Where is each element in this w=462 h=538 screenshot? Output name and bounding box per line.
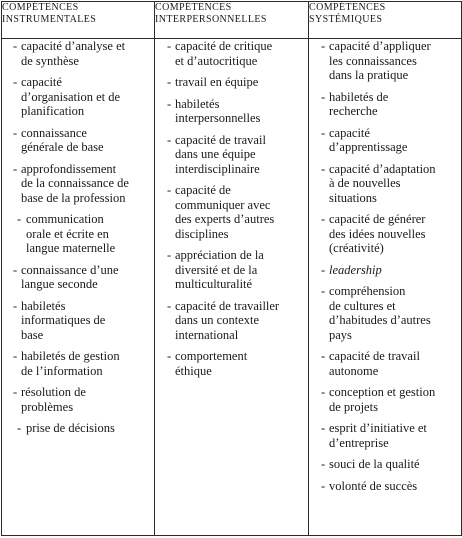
competence-item-line: multiculturalité bbox=[175, 277, 253, 291]
column-interpersonnelles bbox=[155, 39, 309, 536]
competence-item-line: pays bbox=[329, 327, 352, 342]
competence-item bbox=[309, 212, 461, 256]
competence-item-line: - leadership bbox=[329, 262, 382, 277]
competence-item-line: de l’information bbox=[21, 363, 103, 378]
competence-item-line: de cultures et bbox=[329, 298, 396, 313]
competence-item bbox=[155, 248, 308, 292]
competence-item-line: de projets bbox=[329, 399, 378, 414]
competence-item-line: dans une équipe bbox=[175, 147, 256, 161]
competence-item bbox=[309, 126, 461, 155]
competence-item-line: disciplines bbox=[175, 226, 229, 241]
competence-item bbox=[155, 349, 308, 378]
column-systemiques bbox=[309, 39, 462, 536]
competence-item bbox=[155, 133, 308, 177]
competence-item-line: - capacité d’analyse et bbox=[21, 39, 126, 53]
competence-item-line: base de la profession bbox=[21, 190, 126, 205]
competence-item-line: international bbox=[175, 327, 239, 342]
competence-item-line: (créativité) bbox=[329, 241, 384, 255]
header-instrumentales bbox=[2, 2, 155, 39]
competence-item bbox=[155, 39, 308, 68]
competence-item-line: - capacité de bbox=[175, 183, 231, 197]
competence-item bbox=[155, 299, 308, 343]
competence-item-line: - conception et gestion bbox=[329, 385, 436, 399]
competence-item-line: de la connaissance de bbox=[21, 176, 129, 190]
competence-item-line: des experts d’autres bbox=[175, 212, 275, 226]
competence-item-line: générale de base bbox=[21, 140, 104, 154]
competence-list bbox=[309, 39, 461, 493]
competence-item-line: de synthèse bbox=[21, 53, 79, 68]
competence-item-line: - capacité de travail bbox=[329, 349, 420, 363]
competence-item-line: - capacité de générer bbox=[329, 212, 426, 226]
competence-item-line: - résolution de bbox=[21, 385, 86, 399]
competence-item bbox=[155, 75, 308, 90]
competence-item-line: - comportement bbox=[175, 349, 248, 363]
competence-item-line: - compréhension bbox=[329, 284, 406, 298]
competence-item-line: communiquer avec bbox=[175, 197, 271, 212]
competence-item-line: - capacité de travailler bbox=[175, 298, 280, 313]
competence-item-line: - appréciation de la bbox=[175, 248, 264, 262]
competence-item-line: - travail en équipe bbox=[175, 75, 259, 89]
competence-item bbox=[309, 385, 461, 414]
competence-item-line: des idées nouvelles bbox=[329, 226, 426, 241]
competences-table bbox=[1, 1, 462, 536]
competence-item bbox=[2, 126, 154, 155]
competence-item bbox=[309, 457, 461, 472]
competence-item-line: - volonté de succès bbox=[329, 478, 418, 493]
competence-item-line: langue maternelle bbox=[26, 241, 116, 255]
competence-item-line: d’entreprise bbox=[329, 435, 389, 450]
competence-item-line: - capacité de travail bbox=[175, 132, 266, 147]
header-line: SYSTÉMIQUES bbox=[309, 13, 383, 25]
competence-item-line: - capacité bbox=[21, 75, 62, 89]
competence-item-line: orale et écrite en bbox=[26, 226, 109, 241]
competence-item bbox=[2, 162, 154, 206]
competence-item-line: - habiletés de gestion bbox=[21, 349, 120, 363]
competence-item bbox=[155, 97, 308, 126]
competence-item-line: problèmes bbox=[21, 399, 74, 414]
header-interpersonnelles bbox=[155, 2, 309, 39]
competence-item bbox=[309, 284, 461, 342]
competence-item-line: autonome bbox=[329, 363, 379, 378]
header-line: COMPÉTENCES bbox=[155, 2, 232, 13]
competence-item bbox=[155, 183, 308, 241]
competence-item-line: - prise de décisions bbox=[26, 421, 115, 435]
header-systemiques bbox=[309, 2, 462, 39]
header-line: COMPÉTENCES bbox=[309, 2, 386, 13]
competence-item-line: interdisciplinaire bbox=[175, 161, 260, 176]
competence-item-line: informatiques de bbox=[21, 313, 106, 327]
competence-item bbox=[309, 162, 461, 206]
competence-item-line: - capacité d’appliquer bbox=[329, 39, 431, 53]
competence-item-line: - habiletés bbox=[175, 96, 220, 111]
competence-item-line: - capacité bbox=[329, 125, 370, 140]
competence-item-line: - connaissance d’une bbox=[21, 262, 119, 277]
competence-item-line: - souci de la qualité bbox=[329, 457, 420, 471]
competence-item-line: et d’autocritique bbox=[175, 53, 258, 68]
competence-item bbox=[309, 421, 461, 450]
competence-item bbox=[2, 212, 154, 256]
header-line: COMPÉTENCES bbox=[2, 2, 79, 13]
competence-item-line: d’habitudes d’autres bbox=[329, 313, 431, 327]
header-line: INSTRUMENTALES bbox=[2, 13, 97, 25]
competence-item-line: d’apprentissage bbox=[329, 140, 408, 154]
competence-item bbox=[2, 385, 154, 414]
competence-item-line: situations bbox=[329, 190, 377, 205]
competence-item-line: base bbox=[21, 327, 44, 342]
competence-item-line: - capacité de critique bbox=[175, 39, 273, 53]
competence-list bbox=[155, 39, 308, 378]
competence-item-line: diversité et de la bbox=[175, 262, 258, 277]
competence-item bbox=[309, 479, 461, 494]
competence-item bbox=[2, 263, 154, 292]
competence-item bbox=[2, 421, 154, 436]
competence-item-line: éthique bbox=[175, 363, 212, 378]
competence-item-line: d’organisation et de bbox=[21, 89, 121, 104]
header-line: INTERPERSONNELLES bbox=[155, 13, 267, 25]
table-body-row bbox=[2, 39, 462, 536]
competence-item bbox=[2, 349, 154, 378]
competence-item-line: recherche bbox=[329, 104, 378, 118]
competence-item-line: - connaissance bbox=[21, 125, 87, 140]
competence-item-line: les connaissances bbox=[329, 53, 417, 68]
competence-item-line: - esprit d’initiative et bbox=[329, 421, 427, 435]
competence-item bbox=[309, 39, 461, 83]
competence-item-line: à de nouvelles bbox=[329, 176, 401, 190]
competence-item-line: dans un contexte bbox=[175, 313, 260, 327]
competence-item-line: langue seconde bbox=[21, 277, 98, 291]
competence-item-line: - capacité d’adaptation bbox=[329, 161, 436, 176]
competence-item bbox=[309, 90, 461, 119]
table-header-row bbox=[2, 2, 462, 39]
competence-item-line: planification bbox=[21, 104, 85, 118]
competence-item bbox=[309, 263, 461, 278]
competence-item-line: - approfondissement bbox=[21, 161, 117, 176]
competence-item bbox=[2, 39, 154, 68]
column-instrumentales bbox=[2, 39, 155, 536]
competence-item-line: - habiletés bbox=[21, 298, 66, 313]
competence-item bbox=[2, 75, 154, 119]
competence-item-line: - communication bbox=[26, 212, 104, 226]
competence-item-line: - habiletés de bbox=[329, 89, 389, 104]
competence-item bbox=[2, 299, 154, 343]
competence-item bbox=[309, 349, 461, 378]
competence-item-line: interpersonnelles bbox=[175, 111, 261, 125]
competence-item-line: dans la pratique bbox=[329, 68, 409, 82]
competence-list bbox=[2, 39, 154, 436]
